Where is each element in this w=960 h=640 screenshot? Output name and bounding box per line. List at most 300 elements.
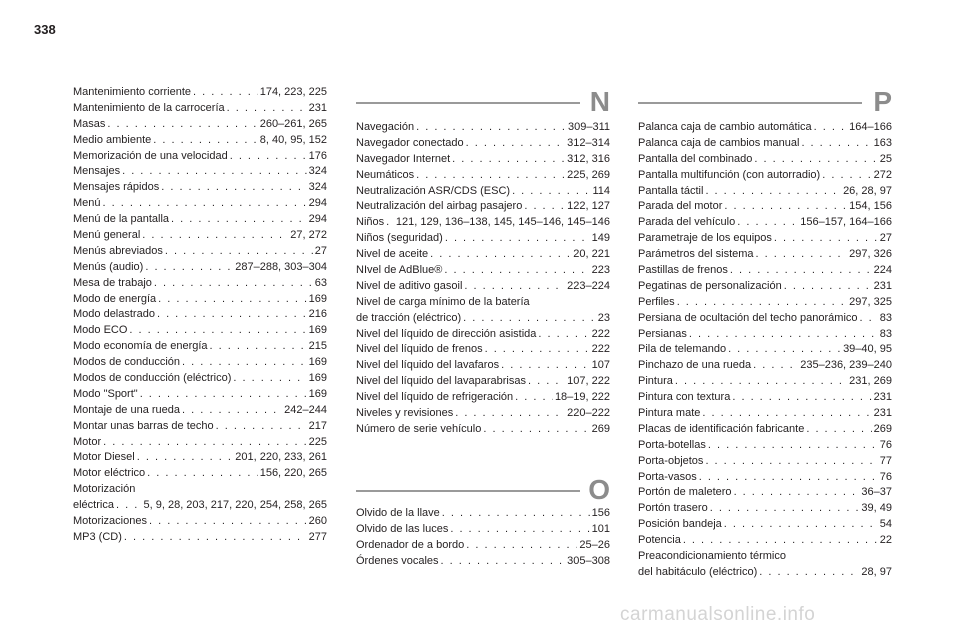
dot-leader [444, 263, 589, 279]
dot-leader [675, 374, 847, 390]
index-pages: 223 [591, 264, 610, 277]
index-term: Preacondicionamiento térmico [638, 550, 786, 563]
dot-leader [702, 406, 871, 422]
index-entry [73, 117, 327, 133]
index-entry [638, 517, 892, 533]
index-pages: 76 [879, 438, 892, 451]
index-term: Motor Diesel [73, 451, 135, 464]
index-entry [356, 295, 610, 311]
index-pages: 231 [873, 279, 892, 292]
index-pages: 305–308 [567, 554, 610, 567]
index-pages: 242–244 [284, 403, 327, 416]
dot-leader [154, 276, 313, 292]
index-pages: 294 [308, 197, 327, 210]
index-pages: 76 [879, 470, 892, 483]
dot-leader [728, 342, 841, 358]
dot-leader [705, 454, 877, 470]
dot-leader [705, 184, 841, 200]
dot-leader [756, 247, 848, 263]
index-term: Órdenes vocales [356, 554, 439, 567]
index-entry [356, 152, 610, 168]
index-pages: 5, 9, 28, 203, 217, 220, 254, 258, 265 [143, 499, 327, 512]
index-term: Portón trasero [638, 502, 708, 515]
watermark: carmanualsonline.info [620, 604, 816, 625]
dot-leader [524, 199, 565, 215]
index-pages: 63 [314, 276, 327, 289]
dot-leader [466, 136, 566, 152]
dot-leader [452, 152, 565, 168]
dot-leader [103, 196, 307, 212]
index-pages: 27 [314, 244, 327, 257]
index-entry [356, 279, 610, 295]
index-term: Neumáticos [356, 168, 415, 181]
index-term: del habitáculo (eléctrico) [638, 565, 758, 578]
index-entry [73, 228, 327, 244]
dot-leader [210, 339, 307, 355]
index-term: MP3 (CD) [73, 530, 122, 543]
index-term: Nivel del líquido del lavafaros [356, 359, 500, 372]
index-entry [638, 184, 892, 200]
index-entry [356, 327, 610, 343]
index-term: Nivel de aditivo gasoil [356, 279, 463, 292]
index-term: Parada del vehículo [638, 216, 736, 229]
index-term: Niños (seguridad) [356, 232, 443, 245]
index-entry [356, 422, 610, 438]
section-divider [356, 102, 580, 104]
section-header-n [356, 88, 610, 118]
index-list-n [356, 120, 610, 438]
dot-leader [483, 422, 589, 438]
index-pages: 101 [591, 522, 610, 535]
index-pages: 309–311 [567, 121, 610, 133]
dot-leader [754, 152, 877, 168]
index-term: Placas de identificación fabricante [638, 422, 805, 435]
index-entry [73, 419, 327, 435]
index-entry [356, 342, 610, 358]
index-term: Portón de maletero [638, 486, 732, 499]
index-entry [73, 149, 327, 165]
dot-leader [441, 554, 566, 570]
index-entry [73, 355, 327, 371]
dot-leader [140, 387, 307, 403]
index-pages: 27 [879, 232, 892, 245]
index-pages: 54 [879, 518, 892, 531]
index-entry [73, 323, 327, 339]
index-term: Nivel del líquido de frenos [356, 343, 483, 356]
index-entry [356, 374, 610, 390]
dot-leader [677, 295, 847, 311]
index-entry [638, 533, 892, 549]
index-entry [638, 390, 892, 406]
index-entry [638, 438, 892, 454]
dot-leader [137, 450, 234, 466]
index-pages: 260 [308, 515, 327, 528]
dot-leader [216, 419, 307, 435]
index-entry [73, 212, 327, 228]
index-entry [356, 120, 610, 136]
index-pages: 23 [597, 311, 610, 324]
dot-leader [515, 390, 553, 406]
index-pages: 215 [308, 340, 327, 353]
index-term: Parada del motor [638, 200, 723, 213]
section-divider [356, 490, 580, 492]
dot-leader [501, 358, 590, 374]
index-entry [356, 199, 610, 215]
index-entry [73, 164, 327, 180]
index-entry [356, 215, 610, 231]
index-term: Modo de energía [73, 292, 157, 305]
dot-leader [386, 215, 394, 231]
index-term: Nivel del líquido del lavaparabrisas [356, 375, 526, 388]
section-letter-n: N [589, 86, 610, 117]
index-term: Olvido de las luces [356, 522, 449, 535]
index-entry [638, 311, 892, 327]
index-entry [638, 501, 892, 517]
index-entry [73, 371, 327, 387]
dot-leader [737, 215, 798, 231]
index-pages: 287–288, 303–304 [235, 260, 327, 273]
index-entry [73, 244, 327, 260]
index-term: Modos de conducción [73, 356, 181, 369]
dot-leader [464, 279, 565, 295]
index-term: Modo economía de energía [73, 340, 208, 353]
index-pages: 222 [591, 327, 610, 340]
index-term: Parámetros del sistema [638, 248, 754, 261]
dot-leader [161, 180, 306, 196]
index-term: Motorizaciones [73, 515, 147, 528]
dot-leader [182, 403, 282, 419]
index-entry [73, 530, 327, 546]
index-pages: 174, 223, 225 [259, 86, 327, 98]
index-pages: 163 [873, 136, 892, 149]
dot-leader [538, 327, 589, 343]
index-entry [73, 101, 327, 117]
index-entry [73, 514, 327, 530]
index-term: Neutralización del airbag pasajero [356, 200, 523, 213]
index-term: Parametraje de los equipos [638, 232, 772, 245]
index-entry [638, 279, 892, 295]
index-term: Navegador conectado [356, 136, 464, 149]
index-entry [73, 403, 327, 419]
index-entry [638, 327, 892, 343]
index-pages: 324 [308, 165, 327, 178]
index-term: Pegatinas de personalización [638, 279, 782, 292]
index-term: Pantalla del combinado [638, 152, 753, 165]
index-term: Medio ambiente [73, 133, 152, 146]
index-pages: 154, 156 [849, 200, 892, 213]
index-term: Neutralización ASR/CDS (ESC) [356, 184, 511, 197]
index-entry [73, 276, 327, 292]
index-pages: 324 [308, 181, 327, 194]
index-entry [638, 422, 892, 438]
index-entry [356, 554, 610, 570]
index-pages: 27, 272 [290, 229, 327, 242]
index-term: NIvel de AdBlue® [356, 264, 443, 277]
dot-leader [814, 120, 848, 136]
dot-leader [710, 501, 860, 517]
index-term: Mantenimiento de la carrocería [73, 101, 225, 114]
dot-leader [153, 133, 257, 149]
dot-leader [683, 533, 878, 549]
index-term: de tracción (eléctrico) [356, 311, 462, 324]
index-entry [638, 295, 892, 311]
index-pages: 231, 269 [849, 375, 892, 388]
index-pages: 176 [308, 149, 327, 162]
index-pages: 169 [308, 324, 327, 337]
index-term: Pantalla multifunción (con autorradio) [638, 168, 821, 181]
index-pages: 36–37 [861, 486, 892, 499]
index-entry [638, 454, 892, 470]
index-term: Potencia [638, 534, 681, 547]
dot-leader [442, 506, 590, 522]
dot-leader [430, 247, 571, 263]
index-pages: 169 [308, 372, 327, 385]
index-pages: 156 [591, 507, 610, 519]
index-term: Memorización de una velocidad [73, 149, 228, 162]
index-entry [638, 120, 892, 136]
index-term: Palanca caja de cambios manual [638, 136, 800, 149]
index-term: Navegación [356, 121, 415, 133]
index-list-m [73, 85, 327, 546]
dot-leader [142, 228, 288, 244]
index-term: Modo delastrado [73, 308, 155, 321]
index-entry [73, 339, 327, 355]
index-term: Pintura mate [638, 407, 701, 420]
dot-leader [157, 307, 307, 323]
index-pages: 26, 28, 97 [843, 184, 892, 197]
index-pages: 156–157, 164–166 [800, 216, 892, 229]
index-pages: 225, 269 [567, 168, 610, 181]
dot-leader [116, 498, 142, 514]
dot-leader [734, 485, 860, 501]
index-entry [73, 133, 327, 149]
index-term: Menús (audio) [73, 260, 144, 273]
index-term: Motor [73, 435, 102, 448]
index-entry [73, 307, 327, 323]
section-header-o [356, 476, 610, 506]
index-term: Posición bandeja [638, 518, 722, 531]
index-pages: 272 [873, 168, 892, 181]
index-entry [356, 168, 610, 184]
index-term: Montaje de una rueda [73, 403, 181, 416]
dot-leader [689, 327, 878, 343]
index-term: Perfiles [638, 295, 675, 308]
dot-leader [512, 184, 590, 200]
index-entry [638, 549, 892, 565]
index-term: Menú [73, 197, 101, 210]
index-term: Porta-botellas [638, 438, 706, 451]
index-pages: 22 [879, 534, 892, 547]
index-pages: 83 [879, 311, 892, 324]
index-entry [638, 470, 892, 486]
dot-leader [699, 470, 878, 486]
index-pages: 8, 40, 95, 152 [259, 133, 327, 146]
index-entry [356, 136, 610, 152]
index-pages: 28, 97 [861, 565, 892, 578]
dot-leader [774, 231, 878, 247]
dot-leader [759, 565, 859, 581]
index-pages: 39, 49 [861, 502, 892, 515]
dot-leader [158, 292, 306, 308]
index-pages: 297, 325 [849, 295, 892, 308]
index-entry [638, 485, 892, 501]
index-pages: 77 [879, 454, 892, 467]
dot-leader [182, 355, 307, 371]
index-entry [356, 311, 610, 327]
index-term: Persianas [638, 327, 687, 340]
index-pages: 269 [873, 422, 892, 435]
dot-leader [122, 164, 307, 180]
index-entry [356, 390, 610, 406]
index-term: Modo ECO [73, 324, 128, 337]
index-term: Nivel de carga mínimo de la batería [356, 295, 530, 308]
index-term: Pintura con textura [638, 391, 731, 404]
index-pages: 39–40, 95 [843, 343, 892, 356]
index-term: Niños [356, 216, 385, 229]
section-divider [638, 102, 862, 104]
index-term: Pintura [638, 375, 673, 388]
index-entry [638, 136, 892, 152]
index-pages: 122, 127 [567, 200, 610, 213]
dot-leader [107, 117, 257, 133]
index-pages: 107, 222 [567, 375, 610, 388]
index-entry [356, 184, 610, 200]
index-pages: 235–236, 239–240 [800, 359, 892, 372]
index-entry [356, 358, 610, 374]
dot-leader [860, 311, 878, 327]
index-term: Nivel del líquido de dirección asistida [356, 327, 537, 340]
dot-leader [416, 168, 565, 184]
dot-leader [193, 85, 258, 101]
index-term: Modo "Sport" [73, 387, 138, 400]
index-term: Mensajes rápidos [73, 181, 160, 194]
dot-leader [485, 342, 590, 358]
index-pages: 223–224 [567, 279, 610, 292]
index-pages: 216 [308, 308, 327, 321]
index-entry [356, 263, 610, 279]
index-pages: 25–26 [579, 538, 610, 551]
index-pages: 222 [591, 343, 610, 356]
dot-leader [165, 244, 313, 260]
index-term: Masas [73, 117, 106, 130]
dot-leader [129, 323, 306, 339]
index-term: Porta-objetos [638, 454, 704, 467]
index-pages: 149 [591, 232, 610, 245]
index-term: Mantenimiento corriente [73, 86, 192, 98]
index-term: Número de serie vehículo [356, 422, 482, 435]
index-term: Menús abreviados [73, 244, 163, 257]
index-term: Pinchazo de una rueda [638, 359, 752, 372]
index-entry [73, 196, 327, 212]
index-entry [73, 482, 327, 498]
index-pages: 201, 220, 233, 261 [235, 451, 327, 464]
index-pages: 18–19, 222 [554, 391, 610, 404]
index-entry [638, 247, 892, 263]
index-entry [638, 231, 892, 247]
section-header-p [638, 88, 892, 118]
index-pages: 269 [591, 422, 610, 435]
index-term: Motorización [73, 483, 136, 496]
index-term: Menú general [73, 229, 141, 242]
index-pages: 83 [879, 327, 892, 340]
index-pages: 225 [308, 435, 327, 448]
index-entry [638, 374, 892, 390]
dot-leader [724, 199, 847, 215]
index-term: eléctrica [73, 499, 114, 512]
index-term: Persiana de ocultación del techo panorámico [638, 311, 858, 324]
index-pages: 224 [873, 264, 892, 277]
index-term: Palanca caja de cambio automática [638, 121, 812, 133]
index-term: Motor eléctrico [73, 467, 146, 480]
index-pages: 260–261, 265 [259, 117, 327, 130]
index-term: Pastillas de frenos [638, 264, 728, 277]
index-pages: 312–314 [567, 136, 610, 149]
index-term: Nivel de aceite [356, 248, 429, 261]
index-term: Mesa de trabajo [73, 276, 152, 289]
index-pages: 121, 129, 136–138, 145, 145–146, 145–146 [395, 216, 610, 229]
index-pages: 164–166 [849, 121, 892, 133]
dot-leader [233, 371, 306, 387]
dot-leader [445, 231, 590, 247]
index-entry [356, 522, 610, 538]
dot-leader [528, 374, 565, 390]
index-pages: 169 [308, 387, 327, 400]
index-pages: 107 [591, 359, 610, 372]
index-term: Menú de la pantalla [73, 213, 170, 226]
index-pages: 312, 316 [567, 152, 610, 165]
index-term: Nivel del líquido de refrigeración [356, 391, 514, 404]
index-term: Navegador Internet [356, 152, 451, 165]
index-list-o [356, 506, 610, 570]
index-pages: 169 [308, 292, 327, 305]
index-entry [638, 263, 892, 279]
index-entry [638, 168, 892, 184]
index-entry [73, 85, 327, 101]
index-entry [356, 406, 610, 422]
index-entry [638, 342, 892, 358]
dot-leader [806, 422, 871, 438]
section-letter-o: O [588, 474, 610, 505]
index-pages: 231 [873, 391, 892, 404]
index-entry [356, 247, 610, 263]
index-list-p [638, 120, 892, 581]
index-pages: 277 [308, 530, 327, 543]
index-pages: 169 [308, 356, 327, 369]
dot-leader [822, 168, 871, 184]
index-pages: 217 [308, 419, 327, 432]
index-pages: 231 [873, 407, 892, 420]
index-entry [638, 199, 892, 215]
index-entry [638, 152, 892, 168]
index-entry [73, 260, 327, 276]
dot-leader [801, 136, 871, 152]
dot-leader [145, 260, 233, 276]
index-pages: 25 [879, 152, 892, 165]
dot-leader [784, 279, 872, 295]
index-term: Porta-vasos [638, 470, 697, 483]
dot-leader [171, 212, 307, 228]
index-entry [356, 506, 610, 522]
dot-leader [732, 390, 871, 406]
index-entry [638, 215, 892, 231]
dot-leader [463, 311, 596, 327]
index-entry [73, 450, 327, 466]
dot-leader [455, 406, 565, 422]
index-entry [356, 231, 610, 247]
index-term: Niveles y revisiones [356, 407, 454, 420]
index-pages: 294 [308, 213, 327, 226]
index-pages: 114 [592, 184, 610, 197]
